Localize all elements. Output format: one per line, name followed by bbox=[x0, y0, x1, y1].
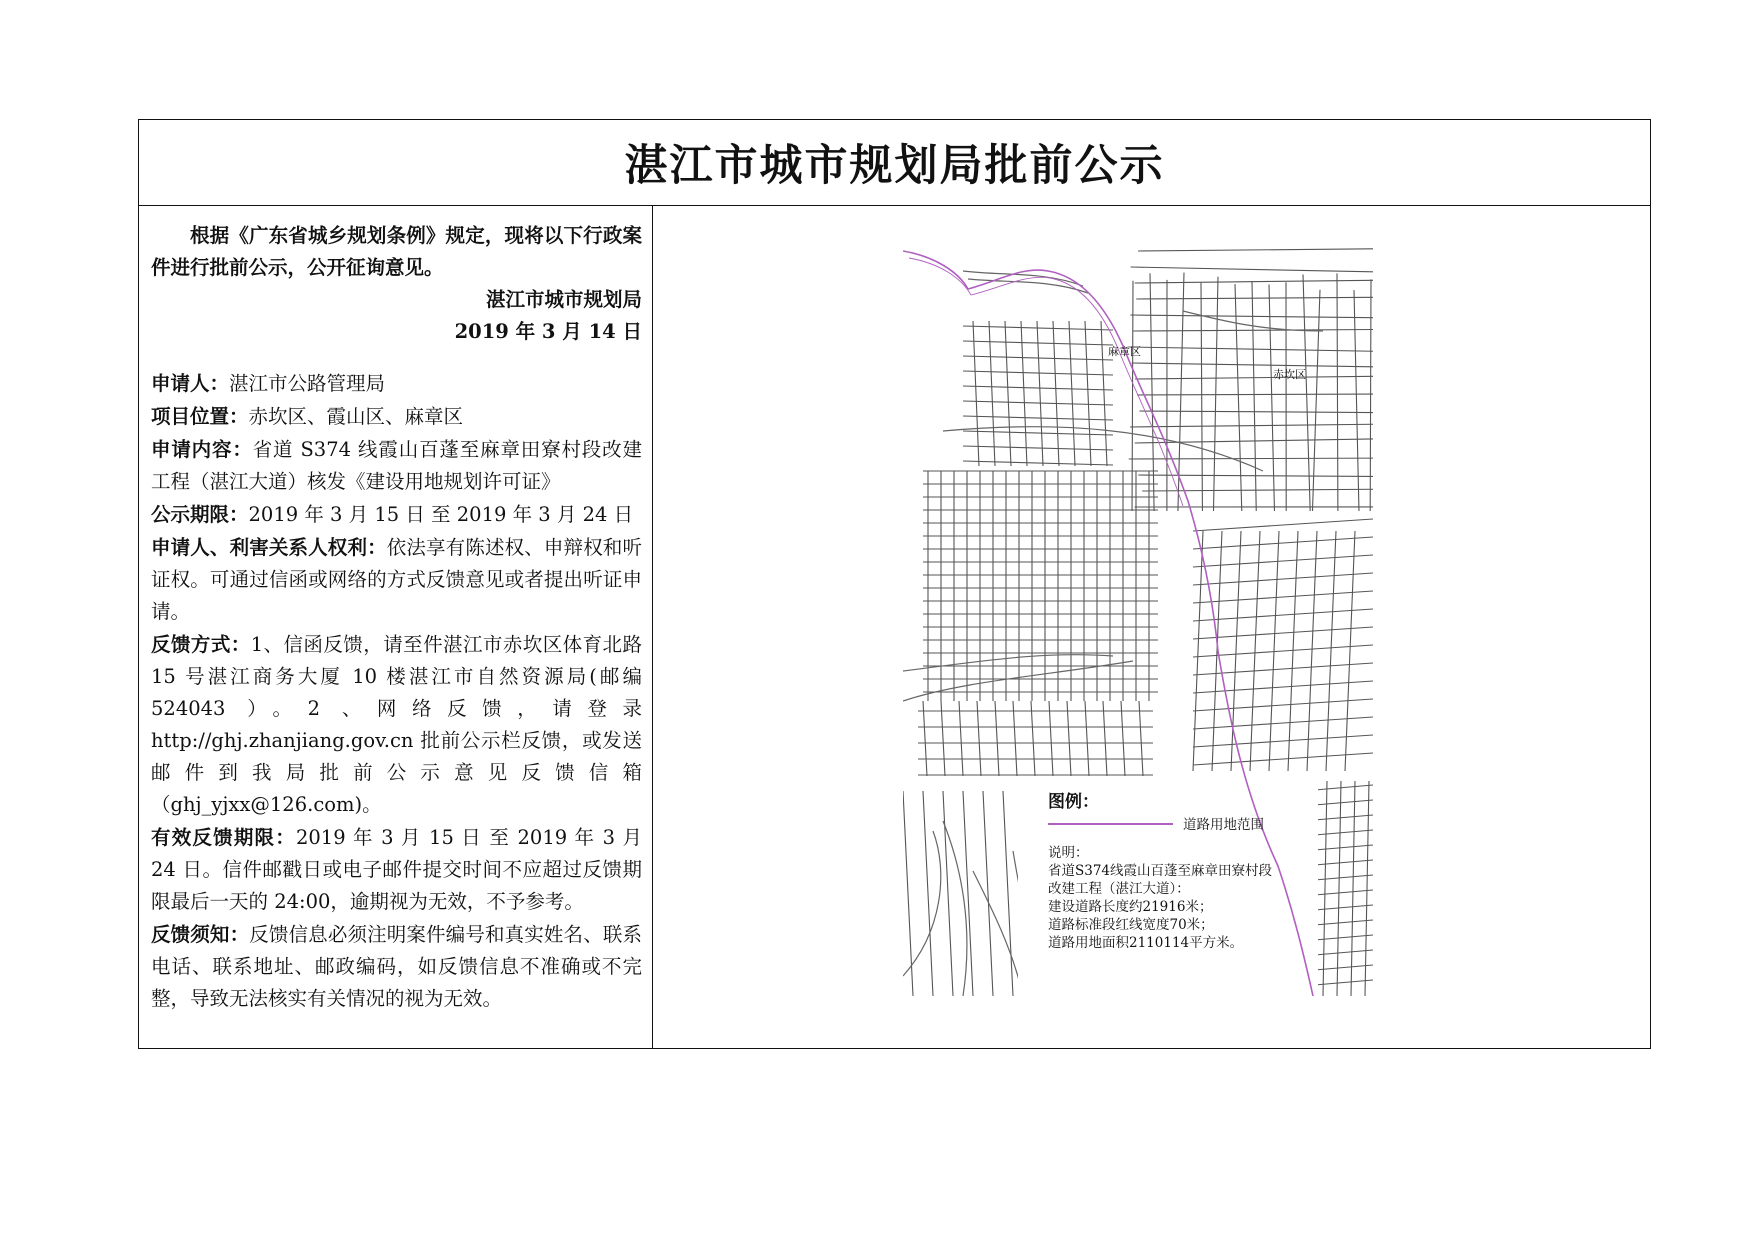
legend-route-label: 道路用地范围 bbox=[1183, 817, 1264, 833]
legend-title: 图例： bbox=[1048, 792, 1099, 812]
item-feedback-notice: 反馈须知：反馈信息必须注明案件编号和真实姓名、联系电话、联系地址、邮政编码，如反馈信息不准确或不完整，导致无法核实有关情况的视为无效。 bbox=[151, 923, 642, 1010]
item-feedback-deadline: 有效反馈期限：2019 年 3 月 15 日 至 2019 年 3 月 24 日。信件邮戳日或电子邮件提交时间不应超过反馈期限最后一天的 24:00，逾期视为无效，不予参考。 bbox=[151, 826, 642, 913]
intro-paragraph: 根据《广东省城乡规划条例》规定，现将以下行政案件进行批前公示，公开征询意见。 bbox=[151, 224, 642, 279]
district-label-mazhang: 麻章区 bbox=[1108, 345, 1141, 358]
notice-table bbox=[138, 119, 1651, 1049]
item-feedback-method: 反馈方式：1、信函反馈，请至件湛江市赤坎区体育北路 15 号湛江商务大厦 10 楼湛江市自然资源局(邮编 524043 ）。2 、网络反馈，请登录 http://ghj.zhanjiang.gov.cn 批前公示栏反馈，或发送邮件到我局批前公示意见反馈信箱（ghj_yjxx@126.com)。 bbox=[151, 633, 642, 816]
route-line-edge bbox=[909, 258, 1183, 506]
item-location: 项目位置：赤坎区、霞山区、麻章区 bbox=[151, 405, 464, 428]
note-line: 改建工程（湛江大道）： bbox=[1048, 881, 1190, 897]
title-row bbox=[139, 120, 1650, 206]
item-period: 公示期限：2019 年 3 月 15 日 至 2019 年 3 月 24 日 bbox=[151, 503, 634, 526]
item-applicant: 申请人：湛江市公路管理局 bbox=[151, 372, 386, 395]
item-content: 申请内容：省道 S374 线霞山百蓬至麻章田寮村段改建工程（湛江大道）核发《建设用地规划许可证》 bbox=[151, 438, 642, 493]
page-title: 湛江市城市规划局批前公示 bbox=[624, 141, 1165, 191]
note-line: 省道S374线霞山百蓬至麻章田寮村段 bbox=[1048, 863, 1273, 879]
note-line: 道路标准段红线宽度70米； bbox=[1048, 917, 1214, 933]
notice-text-column bbox=[139, 206, 653, 1048]
legend-route-swatch bbox=[1048, 823, 1173, 825]
issue-date: 2019 年 3 月 14 日 bbox=[454, 320, 642, 343]
item-rights: 申请人、利害关系人权利：依法享有陈述权、申辩权和听证权。可通过信函或网络的方式反馈意见或者提出听证申请。 bbox=[151, 536, 642, 623]
district-label-chikan: 赤坎区 bbox=[1273, 368, 1306, 381]
map-notes bbox=[1048, 844, 1272, 952]
note-line: 说明： bbox=[1048, 845, 1089, 861]
issuer-name: 湛江市城市规划局 bbox=[485, 288, 642, 311]
note-line: 道路用地面积2110114平方米。 bbox=[1048, 935, 1244, 951]
note-line: 建设道路长度约21916米； bbox=[1048, 899, 1213, 915]
